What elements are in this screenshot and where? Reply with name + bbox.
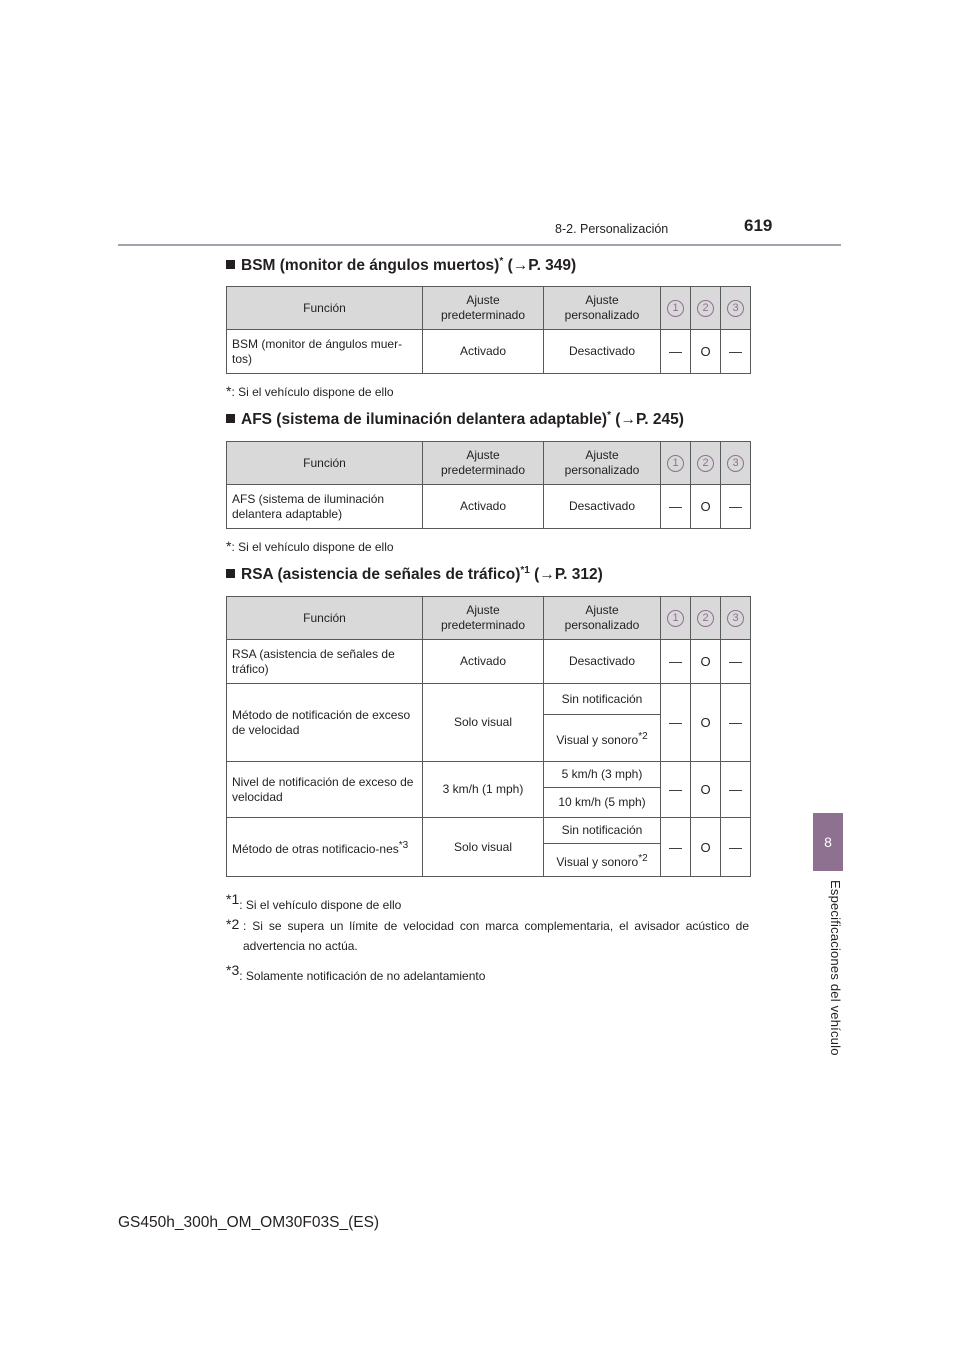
row-func: RSA (asistencia de señales de tráfico) xyxy=(227,640,423,684)
row-c2: O xyxy=(691,485,721,529)
opt2-text: Visual y sonoro xyxy=(556,732,639,747)
circle-2-icon: 2 xyxy=(697,610,714,627)
table-row xyxy=(227,640,751,684)
row-custom: Desactivado xyxy=(544,640,661,684)
opt2-mark: *2 xyxy=(638,730,648,742)
row-default: Activado xyxy=(423,640,544,684)
footnote-text: : Si el vehículo dispone de ello xyxy=(239,898,402,912)
header-col1 xyxy=(661,597,691,640)
opt2-mark: *2 xyxy=(638,852,648,864)
row-func xyxy=(227,818,423,877)
header-col2 xyxy=(691,287,721,330)
row-default: Activado xyxy=(423,330,544,374)
row-c3: — xyxy=(721,330,751,374)
bsm-table xyxy=(226,286,751,374)
row-default: Solo visual xyxy=(423,684,544,762)
rsa-table xyxy=(226,596,751,877)
footnote-mark: *2 xyxy=(226,916,240,932)
row-custom-opt1: Sin notificación xyxy=(544,818,661,844)
header-col3 xyxy=(721,442,751,485)
row-c1: — xyxy=(661,485,691,529)
footnote-mark: * xyxy=(226,538,232,554)
row-custom-opt1: Sin notificación xyxy=(544,684,661,715)
row-c2: O xyxy=(691,684,721,762)
row-func: AFS (sistema de iluminación delantera adaptable) xyxy=(227,485,423,529)
row-c2: O xyxy=(691,818,721,877)
circle-2-icon: 2 xyxy=(697,300,714,317)
footnote-text: : Solamente notificación de no adelantamiento xyxy=(239,969,486,983)
rsa-footnote-2: : Si se supera un límite de velocidad con marca complementaria, el avisador acústico de advertencia no actúa. xyxy=(243,919,749,953)
square-bullet-icon xyxy=(226,414,235,423)
row-c1: — xyxy=(661,330,691,374)
row-c2: O xyxy=(691,640,721,684)
row-custom-opt2 xyxy=(544,715,661,762)
afs-mark: * xyxy=(607,410,611,421)
row-c1: — xyxy=(661,640,691,684)
row-custom-opt1: 5 km/h (3 mph) xyxy=(544,762,661,788)
row-c3: — xyxy=(721,762,751,818)
table-row xyxy=(227,684,751,715)
row-custom-opt2 xyxy=(544,844,661,877)
table-header-row xyxy=(227,597,751,640)
header-divider xyxy=(118,244,841,246)
row-c2: O xyxy=(691,762,721,818)
header-default: Ajuste predeterminado xyxy=(423,597,544,640)
header-custom: Ajuste personalizado xyxy=(544,287,661,330)
circle-1-icon: 1 xyxy=(667,300,684,317)
row-func: Método de notificación de exceso de velocidad xyxy=(227,684,423,762)
header-funcion: Función xyxy=(227,597,423,640)
circle-2-icon: 2 xyxy=(697,455,714,472)
circle-1-icon: 1 xyxy=(667,455,684,472)
row-default: Solo visual xyxy=(423,818,544,877)
afs-table xyxy=(226,441,751,529)
circle-3-icon: 3 xyxy=(727,455,744,472)
rsa-footnote-2-mark xyxy=(226,916,239,937)
header-col3 xyxy=(721,287,751,330)
table-header-row xyxy=(227,442,751,485)
row-default: Activado xyxy=(423,485,544,529)
bsm-title: BSM (monitor de ángulos muertos) xyxy=(241,257,500,275)
footnote-text: : Si el vehículo dispone de ello xyxy=(231,385,394,399)
row-c2: O xyxy=(691,330,721,374)
afs-title: AFS (sistema de iluminación delantera adaptable) xyxy=(241,411,608,429)
rsa-heading xyxy=(226,565,603,584)
header-funcion: Función xyxy=(227,442,423,485)
header-custom: Ajuste personalizado xyxy=(544,597,661,640)
afs-footnote xyxy=(226,538,394,554)
circle-1-icon: 1 xyxy=(667,610,684,627)
header-col1 xyxy=(661,287,691,330)
header-funcion: Función xyxy=(227,287,423,330)
row-custom: Desactivado xyxy=(544,330,661,374)
bsm-footnote xyxy=(226,383,394,399)
rsa-footnote-1 xyxy=(226,891,401,912)
rsa-title: RSA (asistencia de señales de tráfico) xyxy=(241,566,521,584)
row-c3: — xyxy=(721,684,751,762)
chapter-tab xyxy=(813,813,843,871)
row-func: Nivel de notificación de exceso de velocidad xyxy=(227,762,423,818)
footnote-mark: * xyxy=(226,383,232,399)
page-number: 619 xyxy=(744,216,773,235)
row-c3: — xyxy=(721,818,751,877)
row-c1: — xyxy=(661,684,691,762)
circle-3-icon: 3 xyxy=(727,610,744,627)
func-mark: *3 xyxy=(398,839,409,851)
table-row xyxy=(227,330,751,374)
row-custom-opt2: 10 km/h (5 mph) xyxy=(544,788,661,818)
row-custom: Desactivado xyxy=(544,485,661,529)
table-row xyxy=(227,762,751,788)
row-default: 3 km/h (1 mph) xyxy=(423,762,544,818)
circle-3-icon: 3 xyxy=(727,300,744,317)
bsm-mark: * xyxy=(499,256,504,267)
chapter-number: 8 xyxy=(824,834,832,850)
rsa-mark: *1 xyxy=(520,565,530,576)
table-header-row xyxy=(227,287,751,330)
opt2-text: Visual y sonoro xyxy=(556,854,639,869)
table-row xyxy=(227,818,751,844)
header-col2 xyxy=(691,597,721,640)
header-default: Ajuste predeterminado xyxy=(423,442,544,485)
chapter-title: Especificaciones del vehículo xyxy=(828,880,843,1056)
table-row xyxy=(227,485,751,529)
section-title: 8-2. Personalización xyxy=(555,222,669,236)
footnote-mark: *3 xyxy=(226,962,240,978)
header-default: Ajuste predeterminado xyxy=(423,287,544,330)
row-func: BSM (monitor de ángulos muer-tos) xyxy=(227,330,423,374)
func-text: Método de otras notificacio-nes xyxy=(232,841,399,856)
header-col3 xyxy=(721,597,751,640)
bsm-page-ref[interactable]: (→P. 349) xyxy=(507,257,577,275)
square-bullet-icon xyxy=(226,569,235,578)
afs-heading xyxy=(226,410,684,429)
row-c1: — xyxy=(661,818,691,877)
rsa-footnote-3 xyxy=(226,962,485,983)
row-c3: — xyxy=(721,485,751,529)
document-code: GS450h_300h_OM_OM30F03S_(ES) xyxy=(118,1214,380,1231)
header-col1 xyxy=(661,442,691,485)
header-custom: Ajuste personalizado xyxy=(544,442,661,485)
row-c3: — xyxy=(721,640,751,684)
square-bullet-icon xyxy=(226,260,235,269)
rsa-page-ref[interactable]: (→P. 312) xyxy=(534,566,603,584)
footnote-text: : Si el vehículo dispone de ello xyxy=(231,540,394,554)
bsm-heading xyxy=(226,256,576,275)
footnote-mark: *1 xyxy=(226,891,240,907)
afs-page-ref[interactable]: (→P. 245) xyxy=(615,411,684,429)
header-col2 xyxy=(691,442,721,485)
row-c1: — xyxy=(661,762,691,818)
